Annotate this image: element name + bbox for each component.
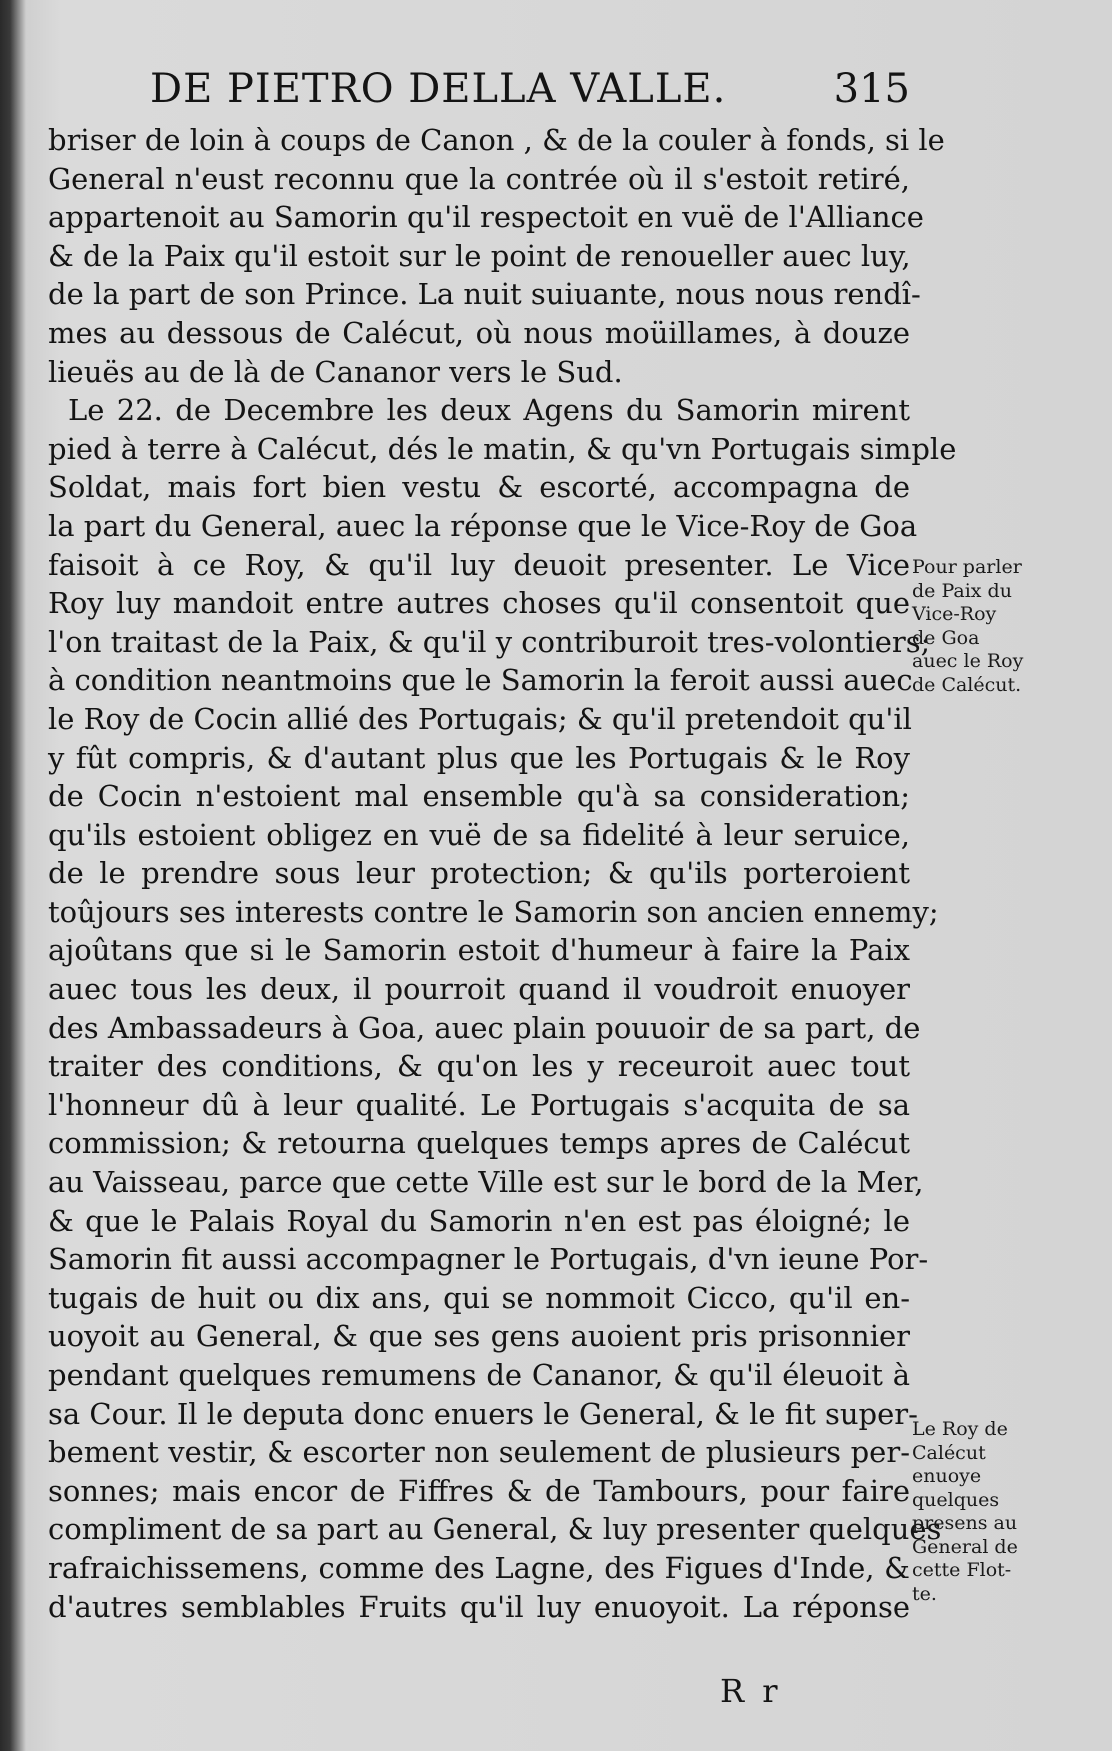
margin-note-line: enuoye [912,1465,982,1487]
margin-note-line: te. [912,1582,937,1605]
text-line: rafraichissemens, comme des Lagne, des Figues d'Inde, & [48,1550,910,1585]
text-line: Le 22. de Decembre les deux Agens du Samorin mirent [68,393,910,428]
margin-note-peace [912,556,1052,697]
text-line: d'autres semblables Fruits qu'il luy enuoyoit. La réponse [48,1589,910,1624]
margin-note-line: auec le Roy [912,650,1024,672]
text-line: l'honneur dû à leur qualité. Le Portugais s'acquita de sa [48,1087,910,1122]
page-number: 315 [833,66,910,112]
running-header [150,66,910,126]
text-line: traiter des conditions, & qu'on les y receuroit auec tout [48,1049,910,1084]
text-line: la part du General, auec la réponse que le Vice-Roy de Goa [48,508,918,543]
text-line: pendant quelques remumens de Cananor, & qu'il éleuoit à [48,1358,910,1392]
signature-mark: R r [720,1672,782,1710]
text-line: lieuës au de là de Cananor vers le Sud. [48,354,623,389]
margin-note-line: Vice-Roy [912,603,997,625]
margin-note-line: de Calécut. [912,673,1022,696]
text-line: mes au dessous de Calécut, où nous moüillames, à douze [48,315,910,350]
text-line: uoyoit au General, & que ses gens auoient pris prisonnier [48,1319,910,1354]
margin-note-line: Le Roy de [912,1418,1008,1440]
text-line: des Ambassadeurs à Goa, auec plain pouuoir de sa part, de [48,1010,921,1045]
body-text [48,121,957,1626]
text-line: ajoûtans que si le Samorin estoit d'humeur à faire la Paix [48,933,910,968]
text-line: & de la Paix qu'il estoit sur le point de renoueller auec luy, [48,238,911,273]
text-line: briser de loin à coups de Canon , & de la couler à fonds, si le [48,123,945,157]
margin-note-line: de Goa [912,626,980,649]
margin-note-line: quelques [912,1488,1000,1511]
text-line: sa Cour. Il le deputa donc enuers le General, & le fit super- [48,1396,918,1431]
text-line: appartenoit au Samorin qu'il respectoit en vuë de l'Alliance [48,200,924,235]
text-line: de le prendre sous leur protection; & qu'ils porteroient [48,856,910,891]
text-line: toûjours ses interests contre le Samorin son ancien ennemy; [48,894,939,929]
text-line: Samorin fit aussi accompagner le Portugais, d'vn ieune Por- [48,1242,929,1277]
running-title: DE PIETRO DELLA VALLE. [150,66,727,112]
text-line: sonnes; mais encor de Fiffres & de Tambours, pour faire [48,1473,910,1508]
margin-note-line: Calécut [912,1441,986,1464]
text-line: de la part de son Prince. La nuit suiuante, nous nous rendî- [48,277,921,312]
text-line: Roy luy mandoit entre autres choses qu'il consentoit que [48,586,910,621]
text-line: commission; & retourna quelques temps apres de Calécut [48,1126,910,1161]
text-line: à condition neantmoins que le Samorin la feroit aussi auec [48,663,913,698]
text-line: Soldat, mais fort bien vestu & escorté, accompagna de [48,470,910,505]
margin-note-line: de Paix du [912,579,1012,602]
text-line: le Roy de Cocin allié des Portugais; & qu'il pretendoit qu'il [48,701,912,736]
text-line: l'on traitast de la Paix, & qu'il y contriburoit tres-volontiers; [48,624,931,659]
text-line: auec tous les deux, il pourroit quand il voudroit enuoyer [48,972,910,1007]
text-line: y fût compris, & d'autant plus que les Portugais & le Roy [48,740,910,775]
margin-note-line: Pour parler [912,556,1022,578]
text-line: compliment de sa part au General, & luy presenter quelques [48,1512,942,1547]
text-line: General n'eust reconnu que la contrée où il s'estoit retiré, [48,161,910,196]
text-line: pied à terre à Calécut, dés le matin, & qu'vn Portugais simple [48,431,957,466]
margin-note-line: presens au [912,1512,1018,1534]
text-line: faisoit à ce Roy, & qu'il luy deuoit presenter. Le Vice [48,547,910,582]
text-line: de Cocin n'estoient mal ensemble qu'à sa consideration; [48,779,910,814]
margin-note-line: cette Flot- [912,1559,1012,1581]
margin-note-presents [912,1418,1052,1606]
text-line: qu'ils estoient obligez en vuë de sa fidelité à leur seruice, [48,817,910,852]
margin-note-line: General de [912,1535,1018,1558]
text-line: & que le Palais Royal du Samorin n'en est pas éloigné; le [48,1203,910,1238]
text-line: au Vaisseau, parce que cette Ville est sur le bord de la Mer, [48,1165,924,1200]
text-line: tugais de huit ou dix ans, qui se nommoit Cicco, qu'il en- [48,1280,910,1315]
text-line: bement vestir, & escorter non seulement de plusieurs per- [48,1435,910,1470]
